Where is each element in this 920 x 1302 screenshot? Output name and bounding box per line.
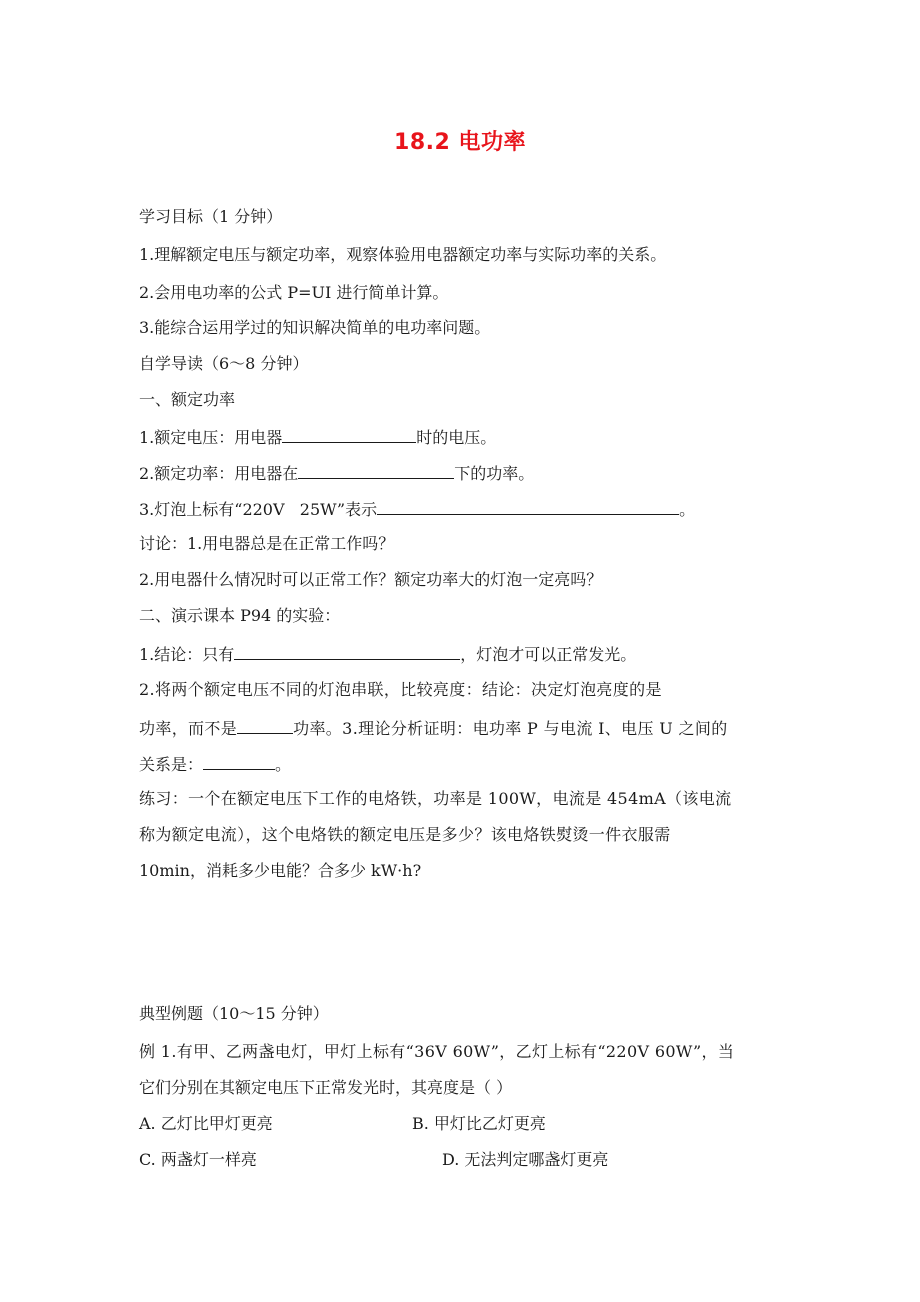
question-text: 时的电压。 [416, 428, 497, 447]
option-b: B. 甲灯比乙灯更亮 [412, 1114, 546, 1133]
rated-voltage-question [139, 425, 496, 449]
question-text: 下的功率。 [454, 464, 535, 483]
option-c: C. 两盏灯一样亮 [139, 1150, 257, 1169]
goal-item-3: 3.能综合运用学过的知识解决简单的电功率问题。 [139, 318, 491, 337]
option-a: A. 乙灯比甲灯更亮 [139, 1114, 273, 1133]
answer-blank [377, 497, 679, 515]
section1-heading: 一、额定功率 [139, 390, 236, 409]
question-text: ，灯泡才可以正常发光。 [460, 645, 637, 664]
answer-blank [298, 461, 454, 479]
goal-item-1: 1.理解额定电压与额定功率，观察体验用电器额定功率与实际功率的关系。 [139, 245, 667, 264]
question-text: 1.额定电压：用电器 [139, 428, 283, 447]
goal-item-2: 2.会用电功率的公式 P=UI 进行简单计算。 [139, 283, 449, 302]
conclusion-2-line3 [139, 752, 291, 776]
question-text: 功率，而不是 [139, 719, 238, 738]
section2-heading: 二、演示课本 P94 的实验： [139, 606, 341, 625]
question-text: 3.灯泡上标有“220V 25W”表示 [139, 500, 378, 519]
practice-line-3: 10min，消耗多少电能？合多少 kW·h? [139, 861, 422, 880]
conclusion-1 [139, 642, 636, 666]
conclusion-2-line1: 2.将两个额定电压不同的灯泡串联，比较亮度：结论：决定灯泡亮度的是 [139, 680, 662, 699]
answer-blank [234, 642, 460, 660]
examples-heading: 典型例题（10～15 分钟） [139, 1004, 329, 1023]
question-text: 2.额定功率：用电器在 [139, 464, 299, 483]
page-title: 18.2 电功率 [394, 130, 526, 155]
answer-blank [282, 425, 416, 443]
practice-line-1: 练习：一个在额定电压下工作的电烙铁，功率是 100W，电流是 454mA（该电流 [139, 789, 732, 808]
question-text: 关系是： [139, 755, 204, 774]
answer-blank [237, 716, 293, 734]
practice-line-2: 称为额定电流），这个电烙铁的额定电压是多少？该电烙铁熨烫一件衣服需 [139, 825, 671, 844]
goals-heading: 学习目标（1 分钟） [139, 207, 283, 226]
bulb-label-question [139, 497, 695, 521]
example-1-line2: 它们分别在其额定电压下正常发光时，其亮度是（ ） [139, 1078, 513, 1097]
question-text: 功率。3.理论分析证明：电功率 P 与电流 I、电压 U 之间的 [293, 719, 728, 738]
question-text: 。 [275, 755, 292, 774]
question-text: 。 [679, 500, 696, 519]
option-d: D. 无法判定哪盏灯更亮 [442, 1150, 609, 1169]
discussion-2: 2.用电器什么情况时可以正常工作？额定功率大的灯泡一定亮吗？ [139, 570, 603, 589]
discussion-1: 讨论：1.用电器总是在正常工作吗？ [139, 534, 395, 553]
guide-heading: 自学导读（6～8 分钟） [139, 354, 309, 373]
question-text: 1.结论：只有 [139, 645, 235, 664]
conclusion-2-line2 [139, 716, 728, 740]
rated-power-question [139, 461, 534, 485]
example-1-line1: 例 1.有甲、乙两盏电灯，甲灯上标有“36V 60W”，乙灯上标有“220V 60W”，当 [139, 1042, 735, 1061]
answer-blank [203, 752, 275, 770]
